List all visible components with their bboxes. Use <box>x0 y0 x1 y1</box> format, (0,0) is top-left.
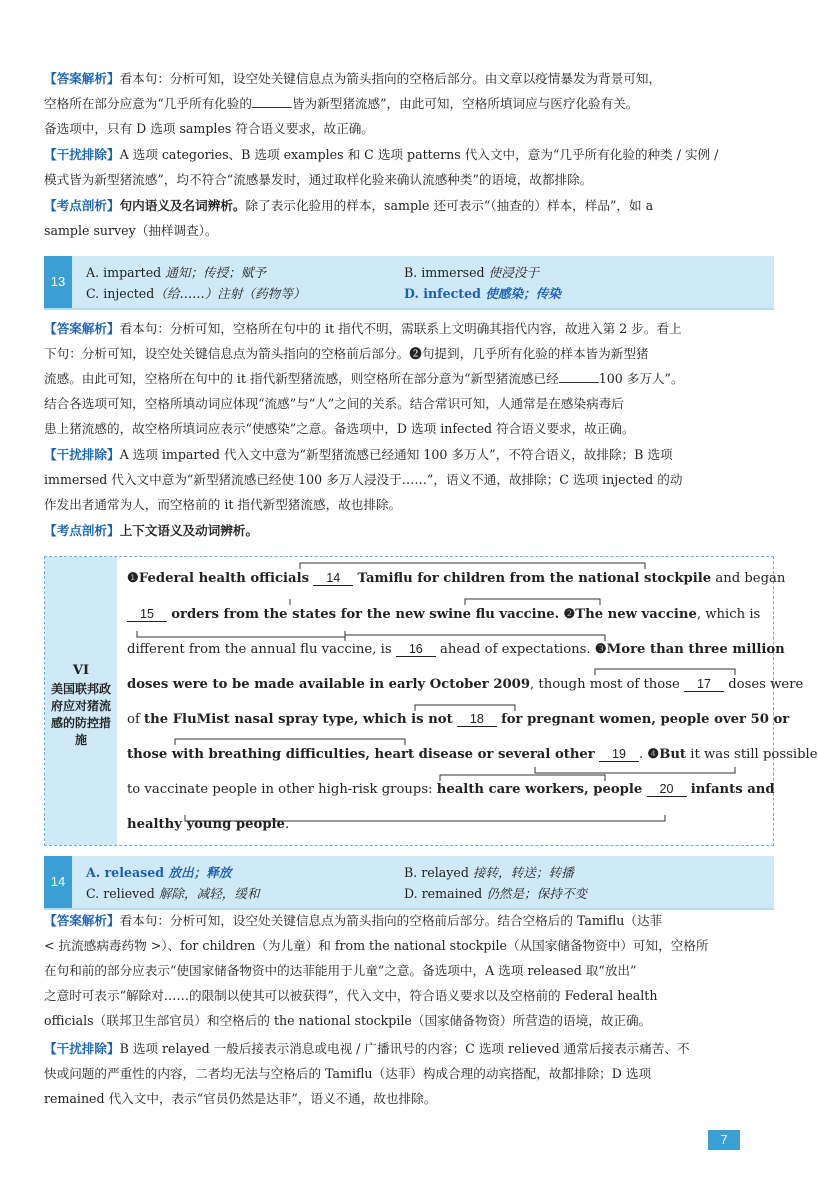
passage-box <box>44 556 818 846</box>
passage-line-7: to vaccinate people in other high-risk groups: health care workers, people 20 infants and <box>127 782 775 797</box>
distractor-text: 模式皆为新型猪流感”，均不符合“流感暴发时，通过取样化验来确认流感种类”的语境，故都排除。 <box>44 172 593 187</box>
keypoint-tag: 【考点剖析】 <box>44 198 120 213</box>
blank-18: 18 <box>457 712 497 727</box>
keypoint-text: 句内语义及名词辨析。 <box>119 198 246 213</box>
answer-tag: 【答案解析】 <box>44 321 120 336</box>
blank-15: 15 <box>127 607 167 622</box>
question-number: 13 <box>44 256 72 308</box>
answer-text: 在句和前的部分应表示“使国家储备物资中的达菲能用于儿童”之意。备选项中，A 选项 released 取“放出” <box>44 963 637 978</box>
bracket-line <box>415 705 515 711</box>
distractor-text: immersed 代入文中意为“新型猪流感已经使 100 多万人浸没于……”，语义不通，故排除；C 选项 injected 的动 <box>44 472 683 487</box>
question-number: 14 <box>44 856 72 908</box>
option-a: A. imparted 通知；传授；赋予 <box>86 265 267 280</box>
options-box-14 <box>44 856 774 910</box>
keypoint-text: 上下文语义及动词辨析。 <box>119 523 259 538</box>
bracket-line <box>300 563 645 569</box>
bracket-line <box>595 669 735 675</box>
options-box-13 <box>44 256 774 310</box>
answer-text: 看本句：分析可知，设空处关键信息点为箭头指向的空格后部分。由文章以疫情暴发为背景可知， <box>119 71 662 86</box>
answer-text: officials（联邦卫生部官员）和空格后的 the national stockpile（国家储备物资）所营造的语境，故正确。 <box>44 1013 652 1028</box>
option-b: B. relayed 接转，转送；转播 <box>404 865 574 880</box>
section-sidebar <box>45 557 117 845</box>
answer-text: 看本句：分析可知，设空处关键信息点为箭头指向的空格前后部分。结合空格后的 Tamiflu（达菲 <box>119 913 663 928</box>
answer-text: 备选项中，只有 D 选项 samples 符合语义要求，故正确。 <box>44 121 374 136</box>
passage-line-2: 15 orders from the states for the new swine flu vaccine. ❷The new vaccine, which is <box>127 607 767 631</box>
answer-analysis-14 <box>44 908 758 1033</box>
bracket-line <box>440 775 605 781</box>
page-number: 7 <box>708 1130 740 1150</box>
answer-text: < 抗流感病毒药物 >）、for children（为儿童）和 from the national stockpile（从国家储备物资中）可知，空格所 <box>44 938 709 953</box>
passage-line-3: different from the annual flu vaccine, is 16 ahead of expectations. ❸More than three million <box>127 642 785 657</box>
answer-text: 100 多万人”。 <box>598 371 684 386</box>
option-a-correct: A. released 放出；释放 <box>86 865 232 880</box>
distractor-tag: 【干扰排除】 <box>44 447 120 462</box>
blank-20: 20 <box>647 782 687 797</box>
distractor-analysis-12 <box>44 142 758 192</box>
answer-text: 之意时可表示“解除对……的限制以使其可以被获得”，代入文中，符合语义要求以及空格前的 Federal health <box>44 988 658 1003</box>
answer-text: 患上猪流感的，故空格所填词应表示“使感染”之意。备选项中，D 选项 infected 符合语义要求，故正确。 <box>44 421 635 436</box>
bracket-line <box>137 631 345 637</box>
keypoint-tag: 【考点剖析】 <box>44 523 120 538</box>
blank-16: 16 <box>396 642 436 657</box>
blank-17: 17 <box>684 677 724 692</box>
answer-text: 流感。由此可知，空格所在句中的 it 指代新型猪流感，则空格所在部分意为“新型猪流感已经 <box>44 371 559 386</box>
answer-tag: 【答案解析】 <box>44 913 120 928</box>
bracket-line <box>465 599 600 605</box>
distractor-text: remained 代入文中，表示“官员仍然是达菲”，语义不通，故也排除。 <box>44 1091 437 1106</box>
answer-text: 下句：分析可知，设空处关键信息点为箭头指向的空格前后部分。❷句提到，几乎所有化验的样本皆为新型猪 <box>44 346 649 361</box>
distractor-tag: 【干扰排除】 <box>44 147 120 162</box>
bracket-line <box>345 635 605 641</box>
distractor-analysis-13 <box>44 442 758 517</box>
passage-line-4: doses were to be made available in early October 2009, though most of those 17 doses were <box>127 677 804 692</box>
keypoint-analysis-13 <box>44 518 758 543</box>
answer-analysis-12 <box>44 66 758 141</box>
answer-text: 看本句：分析可知，空格所在句中的 it 指代不明，需联系上文明确其指代内容，故进入第 2 步。看上 <box>119 321 682 336</box>
answer-analysis-13 <box>44 316 758 441</box>
inline-blank <box>252 94 292 108</box>
passage-line-5: of the FluMist nasal spray type, which is not 18 for pregnant women, people over 50 or <box>127 712 790 727</box>
keypoint-analysis-12 <box>44 193 758 243</box>
distractor-tag: 【干扰排除】 <box>44 1041 120 1056</box>
section-number: VI <box>72 663 90 678</box>
inline-blank <box>559 369 599 383</box>
option-c: C. injected（给……）注射（药物等） <box>86 286 306 301</box>
answer-text: 空格所在部分应意为“几乎所有化验的 <box>44 96 252 111</box>
keypoint-text: 除了表示化验用的样本，sample 还可表示“（抽查的）样本，样品”，如 a <box>245 198 654 213</box>
option-c: C. relieved 解除，减轻，缓和 <box>86 886 260 901</box>
section-title: 美国联邦政府应对猪流感的防控措施 <box>51 682 112 747</box>
answer-tag: 【答案解析】 <box>44 71 120 86</box>
distractor-text: A 选项 imparted 代入文中意为“新型猪流感已经通知 100 多万人”，不符合语义，故排除；B 选项 <box>119 447 673 462</box>
passage-line-6: those with breathing difficulties, heart disease or several other 19 . ❹But it was still possible <box>127 747 818 762</box>
distractor-text: A 选项 categories、B 选项 examples 和 C 选项 patterns 代入文中，意为“几乎所有化验的种类 / 实例 / <box>119 147 719 162</box>
blank-14: 14 <box>313 571 353 586</box>
distractor-text: 作发出者通常为人，而空格前的 it 指代新型猪流感，故也排除。 <box>44 497 402 512</box>
option-d-correct: D. infected 使感染；传染 <box>404 286 561 301</box>
distractor-text: B 选项 relayed 一般后接表示消息或电视 / 广播讯号的内容；C 选项 relieved 通常后接表示痛苦、不 <box>119 1041 690 1056</box>
keypoint-text: sample survey（抽样调查）。 <box>44 223 218 238</box>
blank-19: 19 <box>599 747 639 762</box>
distractor-analysis-14 <box>44 1036 758 1111</box>
answer-text: 皆为新型猪流感”，由此可知，空格所填词应与医疗化验有关。 <box>291 96 639 111</box>
option-d: D. remained 仍然是；保持不变 <box>404 886 587 901</box>
bracket-line <box>175 739 405 745</box>
option-b: B. immersed 使浸没于 <box>404 265 540 280</box>
distractor-text: 快或问题的严重性的内容，二者均无法与空格后的 Tamiflu（达菲）构成合理的动宾搭配，故都排除；D 选项 <box>44 1066 652 1081</box>
passage-line-8: healthy young people. <box>127 817 290 832</box>
answer-text: 结合各选项可知，空格所填动词应体现“流感”与“人”之间的关系。结合常识可知，人通常是在感染病毒后 <box>44 396 624 411</box>
passage-line-1: ❶Federal health officials 14 Tamiflu for children from the national stockpile and began <box>127 571 786 586</box>
